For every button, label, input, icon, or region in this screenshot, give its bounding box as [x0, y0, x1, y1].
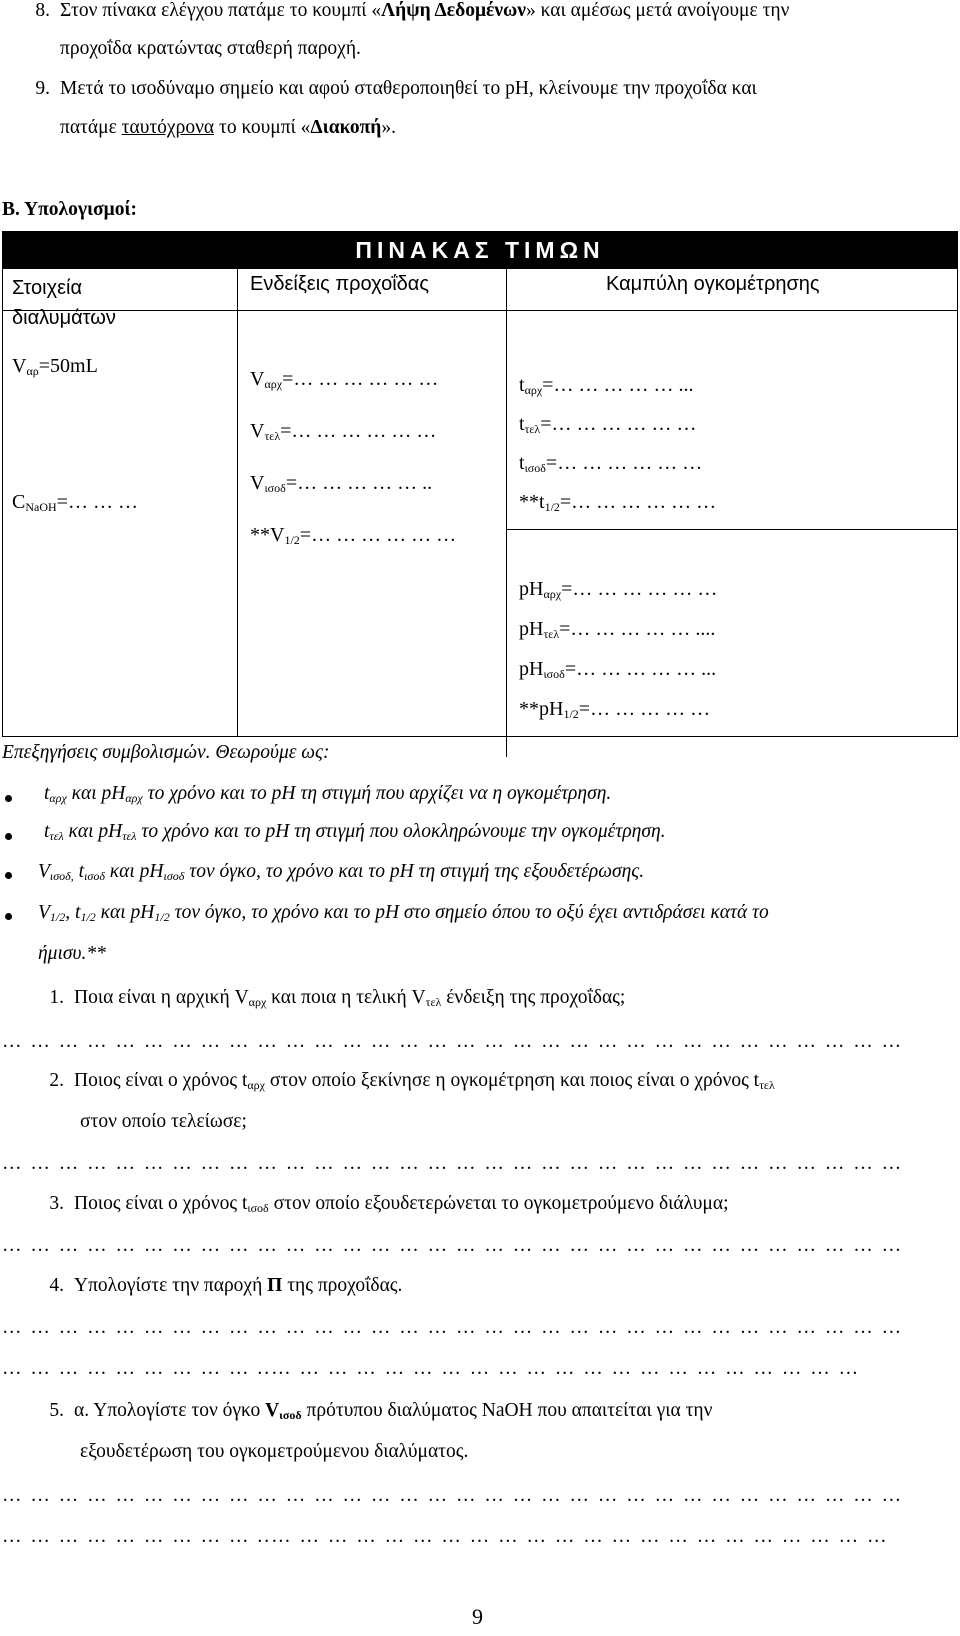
question-5-line2: εξουδετέρωση του ογκομετρούμενου διαλύματος.: [80, 1441, 469, 1462]
row-pre: t: [519, 374, 525, 396]
ph-isod-row: [519, 649, 717, 689]
t-half-row: [519, 483, 716, 522]
row-pre: t: [519, 413, 525, 435]
exp-part: και pH: [66, 783, 126, 804]
ph-half-row: [519, 689, 717, 729]
row-rest: =… … … … … ...: [564, 658, 717, 680]
step-9-bold: Διακοπή: [310, 117, 382, 138]
q-bold: Π: [267, 1275, 283, 1296]
c-naoh-cell: [12, 491, 138, 514]
answer-line[interactable]: … … … … … … … … … ..… … … … … … … … … … … … … … … … … … … … … …: [2, 1526, 889, 1547]
step-9-mid: το κουμπί «: [214, 117, 311, 138]
row-rest: =… … … … … …: [280, 420, 437, 442]
row-pre: V: [250, 420, 265, 442]
explanation-1: [44, 783, 611, 805]
exp-part: και pH: [104, 861, 164, 882]
row-sub: τελ: [264, 429, 281, 443]
section-title: Β. Υπολογισμοί:: [2, 199, 137, 220]
row-rest: =… … … … … …: [540, 413, 697, 435]
question-number: 2.: [49, 1070, 64, 1091]
row-pre: **pH: [519, 698, 564, 720]
col3-times: [519, 366, 716, 522]
row-sub: 1/2: [563, 707, 579, 721]
table-col3-divider: [506, 529, 958, 530]
row-rest: =… … … … … ...: [542, 374, 694, 396]
step-9-pre: πατάμε: [60, 117, 122, 138]
q-sub: αρχ: [247, 1078, 265, 1092]
question-5: [38, 1400, 712, 1422]
answer-line[interactable]: … … … … … … … … … … … … … … … … … … … … … … … … … … … … … … … …: [2, 1031, 904, 1052]
row-rest: =… … … … … ....: [559, 618, 716, 640]
t-tel-row: [519, 405, 716, 444]
row-sub: αρχ: [543, 587, 562, 601]
exp-sub: αρχ: [125, 791, 143, 805]
v-half-row: [250, 509, 456, 561]
q-sub: τελ: [425, 995, 442, 1009]
header-col1-line2: διαλυμάτων: [12, 307, 116, 329]
v-ar-value: =50mL: [38, 355, 98, 377]
step-number: 8.: [35, 0, 50, 21]
answer-line[interactable]: … … … … … … … … … … … … … … … … … … … … … … … … … … … … … … … …: [2, 1317, 904, 1338]
t-isod-row: [519, 444, 716, 483]
q-sub: αρχ: [248, 995, 267, 1009]
step-9-post: ».: [381, 117, 396, 138]
q-sub: τελ: [759, 1078, 775, 1092]
step-8-line2: προχοΐδα κρατώντας σταθερή παροχή.: [60, 38, 361, 59]
row-sub: ισοδ: [264, 481, 286, 495]
exp-part: t: [44, 783, 50, 804]
header-col1: [12, 273, 116, 333]
exp-part: το χρόνο και το pH τη στιγμή που αρχίζει να η ογκομέτρηση.: [142, 783, 612, 804]
v-ar-base: V: [12, 355, 27, 377]
exp-part: V: [38, 902, 50, 923]
step-8-text-post: » και αμέσως μετά ανοίγουμε την: [526, 0, 790, 21]
v-isod-row: [250, 457, 456, 509]
page-number: 9: [472, 1604, 483, 1629]
explanation-2: [44, 821, 666, 843]
row-sub: αρχ: [264, 377, 283, 391]
row-sub: αρχ: [524, 383, 543, 397]
row-rest: =… … … … … …: [559, 491, 717, 513]
exp-part: και pH: [95, 902, 155, 923]
bullet-icon: [5, 872, 12, 879]
v-ar-cell: [12, 355, 98, 378]
exp-sub: 1/2: [80, 910, 96, 924]
bullet-icon: [5, 833, 12, 840]
exp-sub: τελ: [122, 829, 137, 843]
exp-part: t: [73, 861, 85, 882]
step-8: [24, 0, 789, 22]
question-number: 1.: [49, 987, 64, 1008]
q-part: α. Υπολογίστε τον όγκο: [74, 1400, 266, 1421]
q-sub: ισοδ: [279, 1408, 302, 1422]
step-number: 9.: [35, 78, 50, 99]
question-2-line2: στον οποίο τελείωσε;: [80, 1111, 247, 1132]
question-2: [38, 1070, 775, 1092]
row-rest: =… … … … … …: [299, 524, 457, 546]
exp-sub: αρχ: [49, 791, 67, 805]
exp-sub: τελ: [49, 829, 64, 843]
row-sub: 1/2: [284, 533, 300, 547]
row-sub: τελ: [543, 627, 560, 641]
question-number: 4.: [49, 1275, 64, 1296]
step-9-underline: ταυτόχρονα: [121, 117, 215, 138]
exp-part: , t: [65, 902, 81, 923]
v-arx-row: [250, 353, 456, 405]
explanation-4: [38, 902, 769, 924]
q-part: Ποιος είναι ο χρόνος t: [74, 1070, 248, 1091]
values-table: [2, 231, 958, 737]
table-header-divider: [2, 310, 958, 311]
row-sub: 1/2: [544, 500, 560, 514]
q-bold: V: [265, 1400, 280, 1421]
c-naoh-base: C: [12, 491, 26, 513]
exp-sub: 1/2: [49, 910, 66, 924]
row-sub: ισοδ: [543, 667, 565, 681]
row-pre: pH: [519, 578, 544, 600]
col3-ph: [519, 569, 717, 729]
c-naoh-value: =… … …: [56, 491, 138, 513]
q-part: στον οποίο εξουδετερώνεται το ογκομετρούμενο διάλυμα;: [268, 1193, 729, 1214]
answer-line[interactable]: … … … … … … … … … … … … … … … … … … … … … … … … … … … … … … … …: [2, 1235, 904, 1256]
row-rest: =… … … … … …: [282, 368, 439, 390]
answer-line[interactable]: … … … … … … … … … … … … … … … … … … … … … … … … … … … … … … … …: [2, 1485, 904, 1506]
table-border-bottom: [2, 736, 958, 737]
row-pre: V: [250, 368, 265, 390]
row-rest: =… … … … … ..: [285, 472, 433, 494]
step-8-text: Στον πίνακα ελέγχου πατάμε το κουμπί «: [60, 0, 382, 21]
q-part: πρότυπου διαλύματος NaOH που απαιτείται για την: [301, 1400, 713, 1421]
exp-part: τον όγκο, το χρόνο και το pH στο σημείο όπου το οξύ έχει αντιδράσει κατά το: [169, 902, 769, 923]
question-number: 5.: [49, 1400, 64, 1421]
answer-line[interactable]: … … … … … … … … … … … … … … … … … … … … … … … … … … … … … … … …: [2, 1153, 904, 1174]
row-rest: =… … … … … …: [561, 578, 718, 600]
v-tel-row: [250, 405, 456, 457]
header-col3: Καμπύλη ογκομέτρησης: [606, 273, 820, 295]
header-col2: Ενδείξεις προχοΐδας: [250, 273, 429, 295]
q-sub: ισοδ: [247, 1201, 269, 1215]
ph-tel-row: [519, 609, 717, 649]
answer-line[interactable]: … … … … … … … … … ..… … … … … … … … … … … … … … … … … … … … …: [2, 1358, 861, 1379]
exp-part: το χρόνο και το pH τη στιγμή που ολοκληρώνουμε την ογκομέτρηση.: [136, 821, 666, 842]
c-naoh-sub: NaOH: [25, 500, 57, 514]
row-rest: =… … … … …: [578, 698, 711, 720]
row-rest: =… … … … … …: [545, 452, 703, 474]
row-pre: V: [250, 472, 265, 494]
table-title: ΠΙΝΑΚΑΣ ΤΙΜΩΝ: [2, 231, 958, 269]
col2-list: [250, 353, 456, 561]
q-part: Υπολογίστε την παροχή: [74, 1275, 268, 1296]
q-part: ένδειξη της προχοΐδας;: [441, 987, 626, 1008]
q-part: και ποια η τελική V: [266, 987, 426, 1008]
question-3: [38, 1193, 728, 1215]
question-1: [38, 987, 625, 1009]
v-ar-sub: αρ: [26, 364, 39, 378]
explanations-intro: Επεξηγήσεις συμβολισμών. Θεωρούμε ως:: [2, 742, 330, 763]
exp-sub: 1/2: [154, 910, 170, 924]
ph-arx-row: [519, 569, 717, 609]
exp-part: και pH: [63, 821, 123, 842]
step-8-bold: Λήψη Δεδομένων: [381, 0, 527, 21]
table-border-left: [2, 231, 3, 737]
bullet-icon: [5, 795, 12, 802]
table-col-divider-1: [237, 269, 238, 737]
q-part: Ποια είναι η αρχική V: [74, 987, 249, 1008]
question-4: [38, 1275, 402, 1297]
exp-part: t: [44, 821, 50, 842]
exp-sub: ισοδ: [163, 869, 185, 883]
row-pre: **V: [250, 524, 285, 546]
table-col-divider-2: [506, 269, 507, 757]
q-part: Ποιος είναι ο χρόνος t: [74, 1193, 248, 1214]
step-9-text: Μετά το ισοδύναμο σημείο και αφού σταθεροποιηθεί το pH, κλείνουμε την προχοΐδα και: [60, 78, 757, 99]
step-9: [24, 78, 757, 100]
step-9-line2: [60, 117, 396, 139]
q-part: της προχοΐδας.: [282, 1275, 403, 1296]
t-arx-row: [519, 366, 716, 405]
exp-sub: ισοδ,: [49, 869, 74, 883]
exp-sub: ισοδ: [84, 869, 105, 883]
exp-part: V: [38, 861, 50, 882]
header-col1-line1: Στοιχεία: [12, 277, 83, 299]
row-sub: ισοδ: [524, 461, 546, 475]
row-pre: **t: [519, 491, 545, 513]
row-pre: t: [519, 452, 525, 474]
question-number: 3.: [49, 1193, 64, 1214]
table-border-right: [957, 231, 958, 737]
explanation-4-line2: ήμισυ.**: [38, 943, 106, 964]
row-pre: pH: [519, 618, 544, 640]
exp-part: τον όγκο, το χρόνο και το pH τη στιγμή της εξουδετέρωσης.: [184, 861, 645, 882]
q-part: στον οποίο ξεκίνησε η ογκομέτρηση και ποιος είναι ο χρόνος t: [264, 1070, 760, 1091]
explanation-3: [38, 861, 644, 883]
bullet-icon: [5, 913, 12, 920]
row-sub: τελ: [524, 422, 541, 436]
row-pre: pH: [519, 658, 544, 680]
